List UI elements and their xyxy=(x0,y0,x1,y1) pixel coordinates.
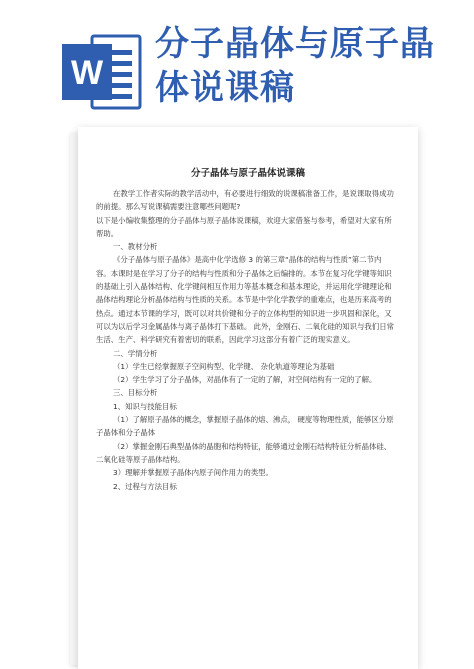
banner-title xyxy=(155,22,465,110)
logo-letter: W xyxy=(70,54,104,92)
paragraph: 3）理解并掌握原子晶体内原子间作用力的类型。 xyxy=(113,468,273,478)
paragraph: （1）了解原子晶体的概念，掌握原子晶体的熔、沸点， 硬度等物理性质，能够区分原子晶体和分子晶体 xyxy=(96,415,394,438)
sub-heading: 2、过程与方法目标 xyxy=(113,481,177,491)
banner-title-line1: 分子晶体与原子晶 xyxy=(155,24,435,64)
section-heading: 三、目标分析 xyxy=(113,388,158,398)
sub-heading: 1、知识与技能目标 xyxy=(113,401,177,411)
document-body xyxy=(96,187,394,493)
paragraph: （2）学生学习了分子晶体，对晶体有了一定的了解，对空间结构有一定的了解。 xyxy=(113,375,377,385)
header-banner xyxy=(0,0,474,120)
document-page xyxy=(78,127,418,669)
paragraph: （1）学生已经掌握原子空间构型、化学键、 杂化轨道等理论为基础 xyxy=(113,361,335,371)
section-heading: 二、学情分析 xyxy=(113,348,158,358)
banner-title-line2: 体说课稿 xyxy=(155,68,295,108)
paragraph: 《分子晶体与原子晶体》是高中化学选修 3 的第三章“晶体的结构与性质”第二节内容。本课时是在学习了分子的结构与性质和分子晶体之后编排的。本节在复习化学键等知识的基础上引入晶体结构、化学键间相互作用力等基本概念和基本理论，并运用化学键理论和晶体结构理论分析晶体结构与性质的关系。本节是中学化学教学的重难点，也是历来高考的热点。通过本节课的学习，既可以对共价键和分子的立体构型的知识进一步巩固和深化，又可以为以后学习金属晶体与离子晶体打下基础。 此外，金刚石、二氧化硅的知识与我们日常生活、生产、科学研究有着密切的联系，因此学习这部分有着广泛的现实意义。 xyxy=(96,255,394,345)
word-document-icon xyxy=(62,30,144,114)
document-title: 分子晶体与原子晶体说课稿 xyxy=(190,168,305,179)
paragraph: （2）掌握金刚石典型晶体的晶胞和结构特征，能够通过金刚石结构特征分析晶体硅、二氧化硅等原子晶体结构。 xyxy=(96,441,392,464)
paragraph: 在教学工作者实际的教学活动中，有必要进行细致的说课稿准备工作，是说课取得成功的前提。那么写说课稿需要注意哪些问题呢? xyxy=(96,189,394,212)
paragraph: 以下是小编收集整理的分子晶体与原子晶体说课稿，欢迎大家借鉴与参考，希望对大家有所帮助。 xyxy=(96,215,392,238)
section-heading: 一、教材分析 xyxy=(113,242,158,252)
